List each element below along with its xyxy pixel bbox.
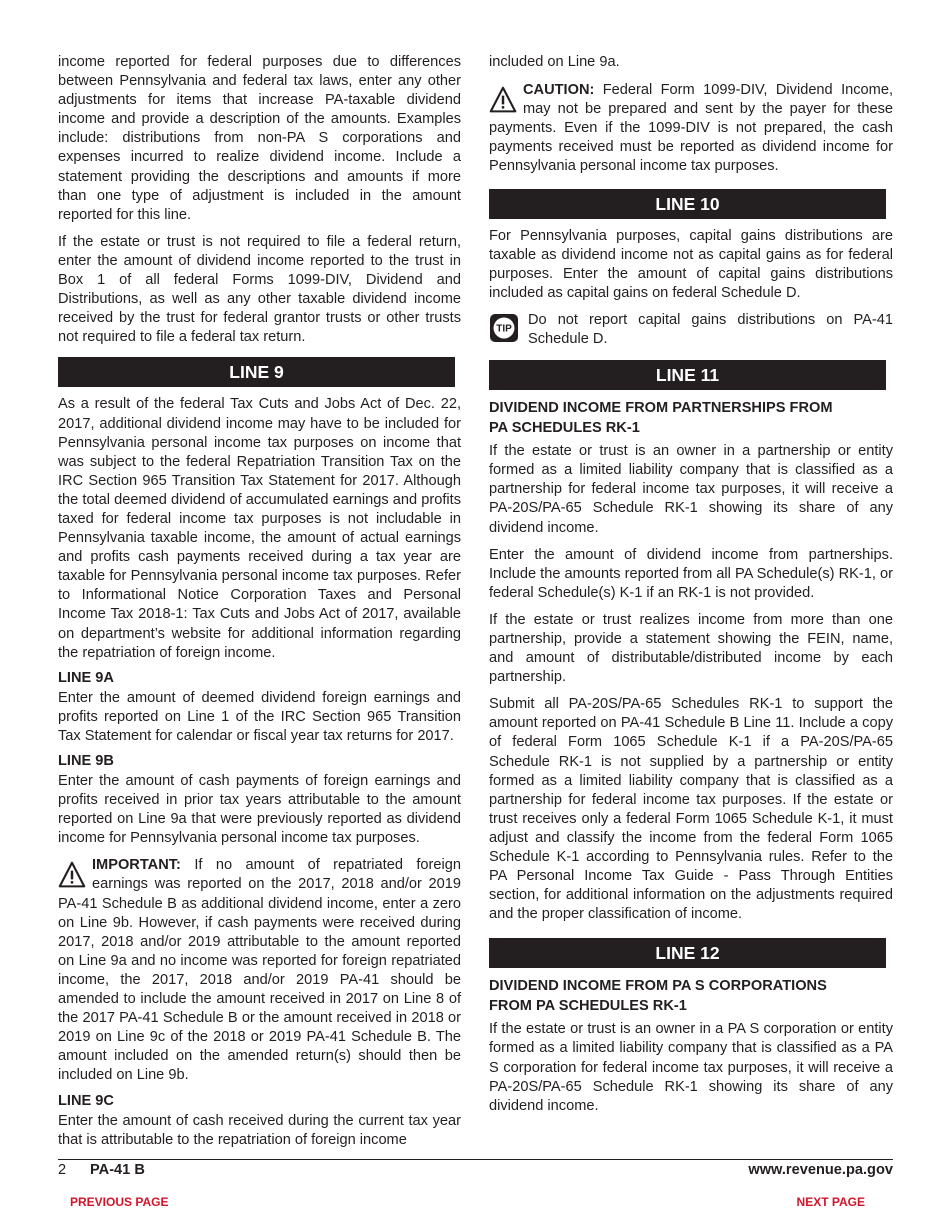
line-9c-heading: LINE 9C: [58, 1092, 114, 1109]
intro-paragraph-1: income reported for federal purposes due to differences between Pennsylvania and federal tax laws, enter any other adjustments for items that increase PA-taxable dividend income and provide a description of the amounts. Examples include: distributions from non-PA S corporations and expenses incurred to realize dividend income. Include a statement providing the descriptions and amounts if more than one type of adjustment is included in the amount reported for this line.: [58, 54, 461, 223]
line-9b-heading: LINE 9B: [58, 753, 114, 769]
website-url: www.revenue.pa.gov: [748, 1162, 893, 1178]
line-11-subheading-part-1: DIVIDEND INCOME FROM PARTNERSHIPS FROM: [489, 400, 833, 417]
important-label: IMPORTANT:: [92, 857, 181, 874]
line-12-subheading-part-2: FROM PA SCHEDULES RK-1: [489, 998, 687, 1015]
line-10-text: For Pennsylvania purposes, capital gains distributions are taxable as dividend income not as capital gains as for federal purposes. Enter the amount of capital gains distributions included as capital gains on federal Schedule D.: [489, 227, 893, 301]
previous-page-link[interactable]: PREVIOUS PAGE: [70, 1195, 169, 1209]
caution-label: CAUTION:: [523, 82, 595, 99]
line-9-text: As a result of the federal Tax Cuts and Jobs Act of Dec. 22, 2017, additional dividend income may have to be included for Pennsylvania personal income tax purposes on income that was subject to the federal Repatriation Transition Tax on the IRC Section 965 Transition Tax Statement for 2017. Although the total deemed dividend of accumulated earnings and profits taxed for federal income tax purposes is not includable in Pennsylvania taxable income, the amount of actual earnings and profits cash payments received during a tax year are taxable for Pennsylvania personal income tax purposes. Refer to Informational Notice Corporation Taxes and Personal Income Tax 2018-1: Tax Cuts and Jobs Act of 2017, available on department’s website for additional information regarding the repatriation of foreign income.: [58, 396, 461, 661]
continued-text: included on Line 9a.: [489, 54, 620, 70]
tip-text: Do not report capital gains distributions on PA-41 Schedule D.: [528, 311, 893, 348]
tip-icon-label: TIP: [496, 323, 512, 335]
line-11-paragraph-4: Submit all PA-20S/PA-65 Schedules RK-1 to support the amount reported on PA-41 Schedule B Line 11. Include a copy of federal Form 1065 Schedule K-1 if a PA-20S/PA-65 Schedule RK-1 is not supplied by a partnership or entity formed as a limited liability company that is classified as a partnership for federal income tax purposes. If the estate or trust receives only a federal Form 1065 Schedule K-1, it must adjust and classify the income from the federal Form 1065 Schedule K-1 according to Pennsylvania rules. Refer to the PA Personal Income Tax Guide - Pass Through Entities section, for additional information on the adjustments required and the proper classification of income.: [489, 696, 893, 923]
warning-triangle-icon: [58, 860, 86, 890]
line-12-heading: LINE 12: [489, 938, 886, 968]
left-column: [58, 53, 461, 1150]
next-page-link[interactable]: NEXT PAGE: [796, 1195, 865, 1209]
footer-divider: [58, 1159, 893, 1160]
line-12-subheading-part-1: DIVIDEND INCOME FROM PA S CORPORATIONS: [489, 978, 827, 995]
tip-icon: [489, 313, 519, 343]
line-10-heading: LINE 10: [489, 189, 886, 219]
tip-note: [489, 311, 893, 349]
line-9b-text: Enter the amount of cash payments of foreign earnings and profits received in prior tax years attributable to the amount reported on Line 9a that were previously reported as dividend income for Pennsylvania personal income tax purposes.: [58, 773, 461, 847]
line-12-subheading: [489, 976, 893, 1016]
line-11-subheading-part-2: PA SCHEDULES RK-1: [489, 420, 640, 437]
form-name: PA-41 B: [90, 1162, 145, 1178]
intro-paragraph-2: If the estate or trust is not required to file a federal return, enter the amount of dividend income reported to the trust in Box 1 of all federal Forms 1099-DIV, Dividend and Distributions, as well as any other taxable dividend income received by the trust for federal grantor trusts or other trusts not required to file a federal tax return.: [58, 233, 461, 346]
right-column: [489, 53, 893, 1124]
line-9a-text: Enter the amount of deemed dividend foreign earnings and profits reported on Line 1 of the IRC Section 965 Transition Tax Statement for calendar or fiscal year tax returns for 2017.: [58, 689, 461, 744]
line-9-heading: LINE 9: [58, 357, 455, 387]
warning-triangle-icon: [489, 85, 517, 115]
line-11-paragraph-3: If the estate or trust realizes income from more than one partnership, provide a statement showing the FEIN, name, and amount of distributable/distributed income by each partnership.: [489, 611, 893, 686]
caution-text: Federal Form 1099-DIV, Dividend Income, may not be prepared and sent by the payer for these payments. Even if the 1099-DIV is not prepared, the cash payments received must be reported as dividend income for Pennsylvania personal income tax purposes.: [489, 82, 893, 175]
line-11-subheading: [489, 398, 893, 438]
caution-note: [489, 81, 893, 176]
line-11-paragraph-2: Enter the amount of dividend income from partnerships. Include the amounts reported from all PA Schedule(s) RK-1, or federal Schedule(s) K-1 if an RK-1 is not provided.: [489, 546, 893, 601]
line-12-paragraph-1: If the estate or trust is an owner in a PA S corporation or entity formed as a limited liability company that is classified as a PA S corporation for federal income tax purposes, it will receive a PA-20S/PA-65 Schedule RK-1 showing its share of any dividend income.: [489, 1021, 893, 1114]
line-9c-text: Enter the amount of cash received during the current tax year that is attributable to the repatriation of foreign income: [58, 1112, 461, 1148]
line-11-heading: LINE 11: [489, 360, 886, 390]
important-note: [58, 856, 461, 1085]
page-number: 2: [58, 1162, 67, 1178]
line-11-paragraph-1: If the estate or trust is an owner in a partnership or entity formed as a limited liability company that is classified as a partnership for federal income tax purposes, it will receive a PA-20S/PA-65 Schedule RK-1 showing its share of any dividend income.: [489, 443, 893, 536]
line-9a-heading: LINE 9A: [58, 669, 114, 686]
important-text: If no amount of repatriated foreign earnings was reported on the 2017, 2018 and/or 2019 PA-41 Schedule B as additional dividend income, enter a zero on Line 9b. However, if cash payments were received during 2017, 2018 and/or 2019 attributable to the amount reported on Line 9a and no income was reported for foreign repatriated income, the 2017, 2018 and/or 2019 PA-41 should be amended to include the amount received in 2017 on Line 8 of the 2017 PA-41 Schedule B or the amount received in 2018 or 2019 on Line 9c of the 2018 or 2019 PA-41 Schedule B. The amount included on the amended return(s) should then be included on Line 9b.: [58, 857, 461, 1084]
